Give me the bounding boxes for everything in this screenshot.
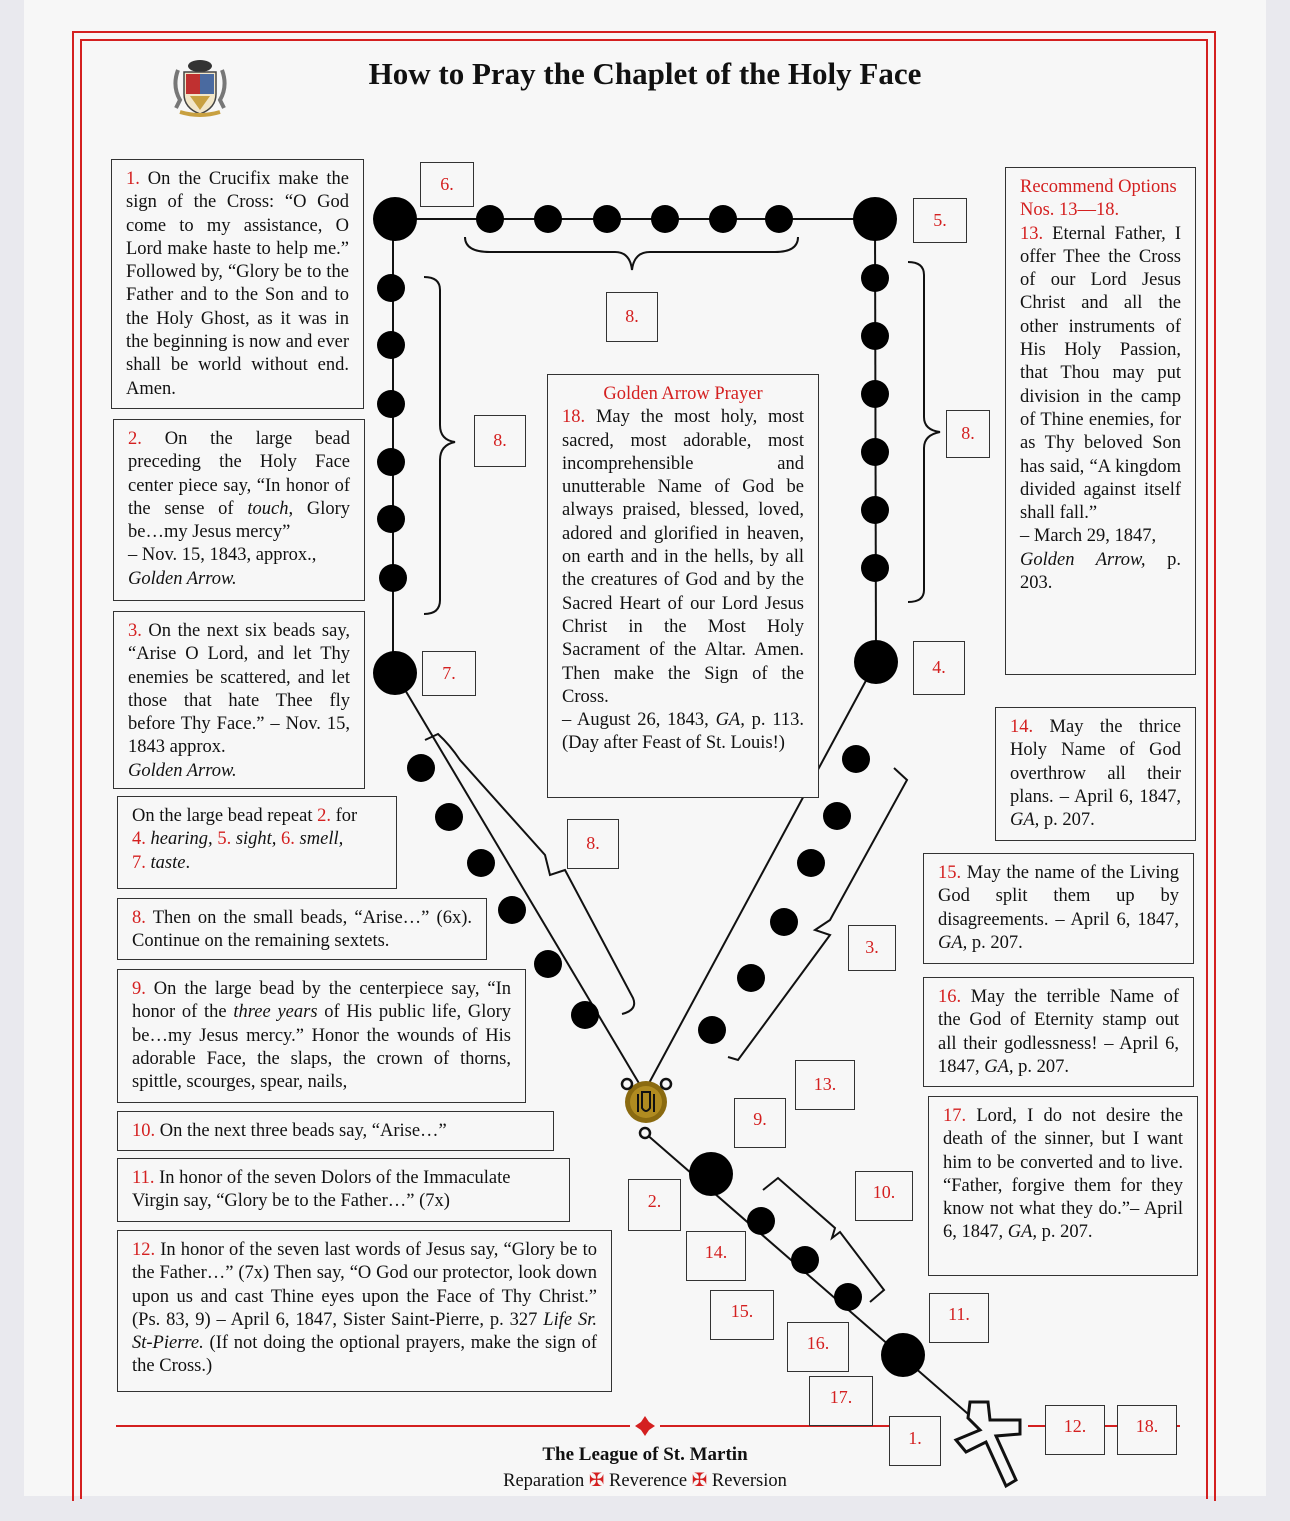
instruction-9: 9. On the large bead by the centerpiece say, “In honor of the three years of His public life, Glory be…my Jesus mercy.” Honor the wounds of His adorable Face, the slaps, the crown of thorns, spittle, scourges, spear, nails, (117, 969, 526, 1103)
small-bead (467, 849, 495, 877)
cross-pattee-icon: ✠ (588, 1471, 605, 1491)
large-bead (373, 197, 417, 241)
label-11: 11. (929, 1293, 989, 1343)
small-bead (861, 438, 889, 466)
golden-arrow-heading: Golden Arrow Prayer (603, 384, 763, 404)
small-bead (377, 274, 405, 302)
footer-motto: Reparation ✠ Reverence ✠ Reversion (503, 1471, 787, 1491)
small-bead (797, 849, 825, 877)
small-bead (651, 205, 679, 233)
cross-pattee-icon: ✠ (691, 1471, 708, 1491)
large-bead (854, 640, 898, 684)
holy-face-medal-icon (622, 1079, 671, 1138)
large-bead (689, 1152, 733, 1196)
option-14: 14. May the thrice Holy Name of God overthrow all their plans. – April 6, 1847, GA, p. 207. (995, 707, 1196, 841)
label-17: 17. (809, 1376, 873, 1426)
large-bead (853, 197, 897, 241)
instruction-2: 2. On the large bead preceding the Holy Face center piece say, “In honor of the sense of touch, Glory be…my Jesus mercy” – Nov. 15, 1843, approx., Golden Arrow. (113, 419, 365, 601)
instruction-8: 8. Then on the small beads, “Arise…” (6x). Continue on the remaining sextets. (117, 898, 487, 960)
label-6: 6. (420, 162, 474, 207)
small-bead (698, 1016, 726, 1044)
small-bead (379, 564, 407, 592)
small-bead (834, 1283, 862, 1311)
label-12: 12. (1045, 1405, 1105, 1455)
small-bead (770, 908, 798, 936)
crucifix-icon (956, 1402, 1020, 1486)
label-14: 14. (686, 1231, 746, 1281)
left-bead-column (373, 274, 417, 695)
small-bead (842, 745, 870, 773)
option-17: 17. Lord, I do not desire the death of the sinner, but I want him to be converted and to live. “Father, forgive them for they know not what they do.”– April 6, 1847, GA, p. 207. (928, 1096, 1198, 1276)
label-7: 7. (422, 651, 476, 696)
instruction-11: 11. In honor of the seven Dolors of the Immaculate Virgin say, “Glory be to the Father…” (7x) (117, 1158, 570, 1222)
small-bead (861, 380, 889, 408)
small-bead (377, 390, 405, 418)
small-bead (765, 205, 793, 233)
instruction-3: 3. On the next six beads say, “Arise O Lord, and let Thy enemies be scattered, and let those that hate Thee fly before Thy Face.” – Nov. 15, 1843 approx. Golden Arrow. (113, 611, 365, 789)
instruction-10: 10. On the next three beads say, “Arise…” (117, 1111, 554, 1151)
small-bead (791, 1246, 819, 1274)
small-bead (737, 964, 765, 992)
small-bead (861, 554, 889, 582)
instruction-12: 12. In honor of the seven last words of Jesus say, “Glory be to the Father…” (7x) Then say, “O God our protector, look down upon us and cast Thine eyes upon the Face of Thy Christ.” (Ps. 83, 9) – April 6, 1847, Sister Saint-Pierre, p. 327 Life Sr. St-Pierre. (If not doing the optional prayers, make the sign of the Cross.) (117, 1230, 612, 1392)
small-bead (861, 264, 889, 292)
label-4: 4. (913, 641, 965, 695)
small-bead (377, 448, 405, 476)
large-bead (881, 1333, 925, 1377)
small-bead (534, 205, 562, 233)
instruction-1: 1. On the Crucifix make the sign of the Cross: “O God come to my assistance, O Lord make haste to help me.” Followed by, “Glory be to the Father and to the Son and to the Holy Ghost, as it was in the beginning is now and ever shall be world without end. Amen. (111, 159, 364, 409)
label-3: 3. (848, 925, 896, 971)
label-10: 10. (855, 1171, 913, 1221)
small-bead (571, 1001, 599, 1029)
label-9: 9. (734, 1098, 786, 1148)
small-bead (861, 496, 889, 524)
small-bead (498, 896, 526, 924)
small-bead (435, 803, 463, 831)
small-bead (534, 950, 562, 978)
instruction-4-7: On the large bead repeat 2. for 4. hearing, 5. sight, 6. smell, 7. taste. (117, 796, 397, 889)
label-8-left: 8. (474, 415, 526, 467)
small-bead (476, 205, 504, 233)
small-bead (377, 331, 405, 359)
label-18: 18. (1117, 1405, 1177, 1455)
label-1: 1. (889, 1416, 941, 1466)
small-bead (377, 505, 405, 533)
label-8-right: 8. (946, 410, 990, 458)
large-bead (373, 651, 417, 695)
small-bead (593, 205, 621, 233)
option-13: Recommend Options Nos. 13—18. 13. Eternal Father, I offer Thee the Cross of our Lord Jesus Christ and all the other instruments of His Holy Passion, that Thou may put division in the camp of Thine enemies, for as Thy beloved Son has said, “A kingdom divided against itself shall fall.” – March 29, 1847, Golden Arrow, p. 203. (1005, 167, 1196, 675)
option-16: 16. May the terrible Name of the God of Eternity stamp out all their godlessness! – April 6, 1847, GA, p. 207. (923, 977, 1194, 1087)
option-15: 15. May the name of the Living God split them up by disagreements. – April 6, 1847, GA, p. 207. (923, 853, 1194, 964)
label-8-lower: 8. (567, 819, 619, 869)
label-5: 5. (913, 198, 967, 243)
small-bead (407, 754, 435, 782)
small-bead (747, 1207, 775, 1235)
page-title: How to Pray the Chaplet of the Holy Face (368, 56, 922, 91)
small-bead (709, 205, 737, 233)
label-8-top: 8. (606, 292, 658, 342)
label-13: 13. (795, 1060, 855, 1110)
footer-organization: The League of St. Martin (542, 1444, 748, 1465)
label-15: 15. (710, 1290, 774, 1340)
small-bead (823, 802, 851, 830)
recommend-heading: Recommend Options Nos. 13—18. (1020, 177, 1177, 221)
small-bead (861, 322, 889, 350)
golden-arrow-prayer: Golden Arrow Prayer 18. May the most holy, most sacred, most adorable, most incomprehensible and unutterable Name of God be always praised, blessed, loved, adored and glorified in heaven, on earth and in the hells, by all the creatures of God and by the Sacred Heart of our Lord Jesus Christ in the Most Holy Sacrament of the Altar. Amen. Then make the Sign of the Cross. – August 26, 1843, GA, p. 113. (Day after Feast of St. Louis!) (547, 374, 819, 798)
cross-pattee-icon (635, 1416, 655, 1436)
label-2: 2. (628, 1179, 681, 1231)
label-16: 16. (787, 1322, 849, 1372)
